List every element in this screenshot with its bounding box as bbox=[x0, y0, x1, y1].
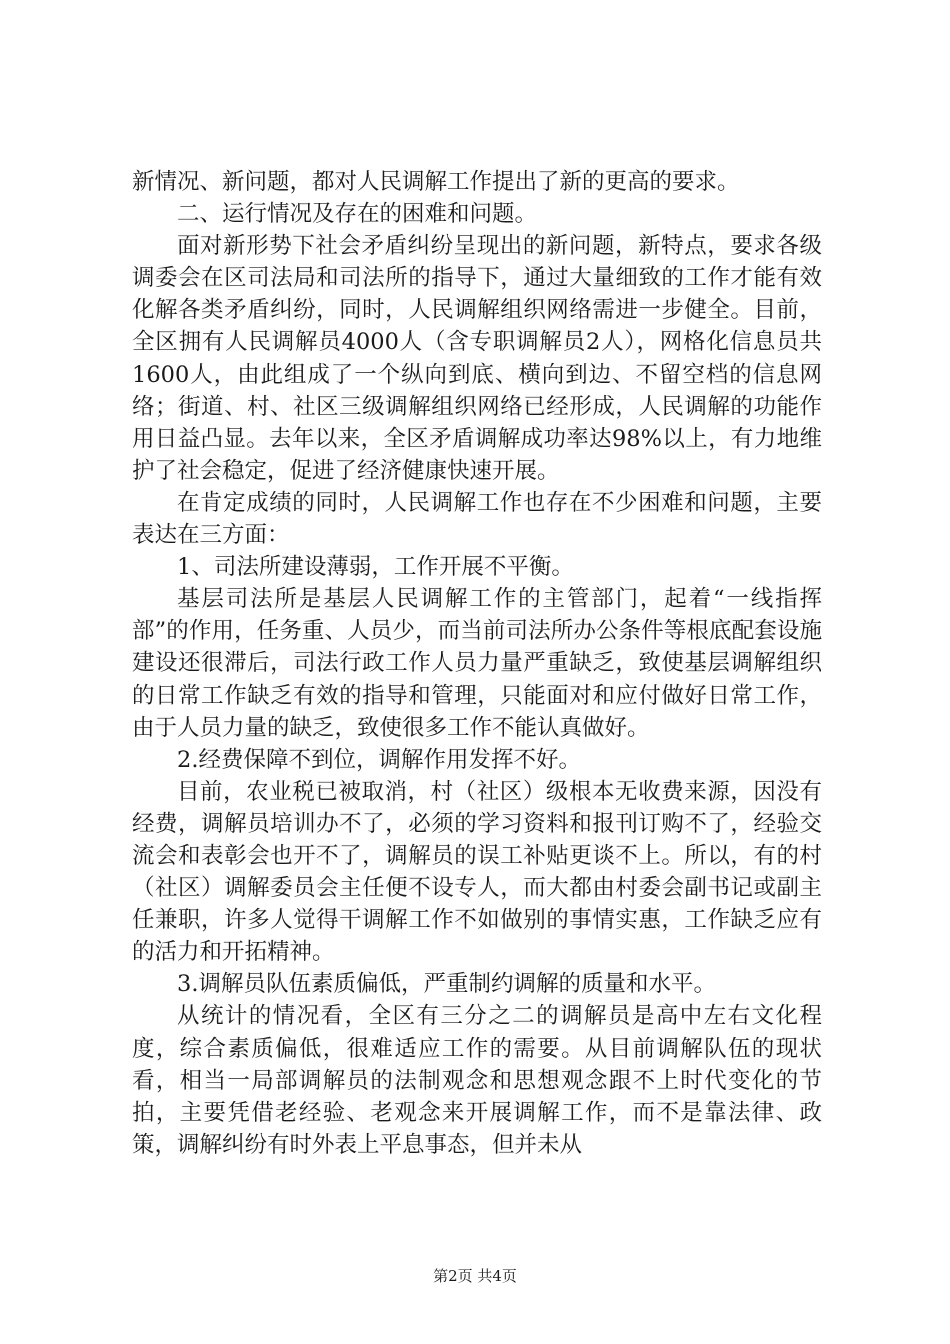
section-heading: 二、运行情况及存在的困难和问题。 bbox=[177, 201, 538, 228]
paragraph: 基层司法所是基层人民调解工作的主管部门，起着“一线指挥部”的作用，任务重、人员少，而当前司法所办公条件等根底配套设施建设还很滞后，司法行政工作人员力量严重缺乏，致使基层调解组织的日常工作缺乏有效的指导和管理，只能面对和应付做好日常工作，由于人员力量的缺乏，致使很多工作不能认真做好。 bbox=[132, 586, 822, 741]
paragraph: 目前，农业税已被取消，村（社区）级根本无收费来源，因没有经费，调解员培训办不了，必须的学习资料和报刊订购不了，经验交流会和表彰会也开不了，调解员的误工补贴更谈不上。所以，有的村（社区）调解委员会主任便不设专人，而大都由村委会副书记或副主任兼职，许多人觉得干调解工作不如做别的事情实惠，工作缺乏应有的活力和开拓精神。 bbox=[132, 778, 822, 966]
subheading: 3.调解员队伍素质偏低，严重制约调解的质量和水平。 bbox=[177, 971, 716, 998]
paragraph-continuation: 新情况、新问题，都对人民调解工作提出了新的更高的要求。 bbox=[132, 169, 740, 195]
paragraph: 在肯定成绩的同时，人民调解工作也存在不少困难和问题，主要表达在三方面： bbox=[132, 489, 822, 549]
subheading: 1、司法所建设薄弱，工作开展不平衡。 bbox=[177, 554, 574, 581]
subheading: 2.经费保障不到位，调解作用发挥不好。 bbox=[177, 746, 581, 773]
paragraph: 从统计的情况看，全区有三分之二的调解员是高中左右文化程度，综合素质偏低，很难适应工作的需要。从目前调解队伍的现状看，相当一局部调解员的法制观念和思想观念跟不上时代变化的节拍，主要凭借老经验、老观念来开展调解工作，而不是靠法律、政策，调解纠纷有时外表上平息事态，但并未从 bbox=[132, 1003, 822, 1158]
document-body bbox=[132, 166, 822, 1161]
paragraph: 面对新形势下社会矛盾纠纷呈现出的新问题，新特点，要求各级调委会在区司法局和司法所的指导下，通过大量细致的工作才能有效化解各类矛盾纠纷，同时，人民调解组织网络需进一步健全。目前，全区拥有人民调解员4000人（含专职调解员2人），网格化信息员共1600人，由此组成了一个纵向到底、横向到边、不留空档的信息网络；街道、村、社区三级调解组织网络已经形成，人民调解的功能作用日益凸显。去年以来，全区矛盾调解成功率达98%以上，有力地维护了社会稳定，促进了经济健康快速开展。 bbox=[132, 233, 822, 484]
page-footer: 第2页 共4页 bbox=[433, 1267, 517, 1285]
